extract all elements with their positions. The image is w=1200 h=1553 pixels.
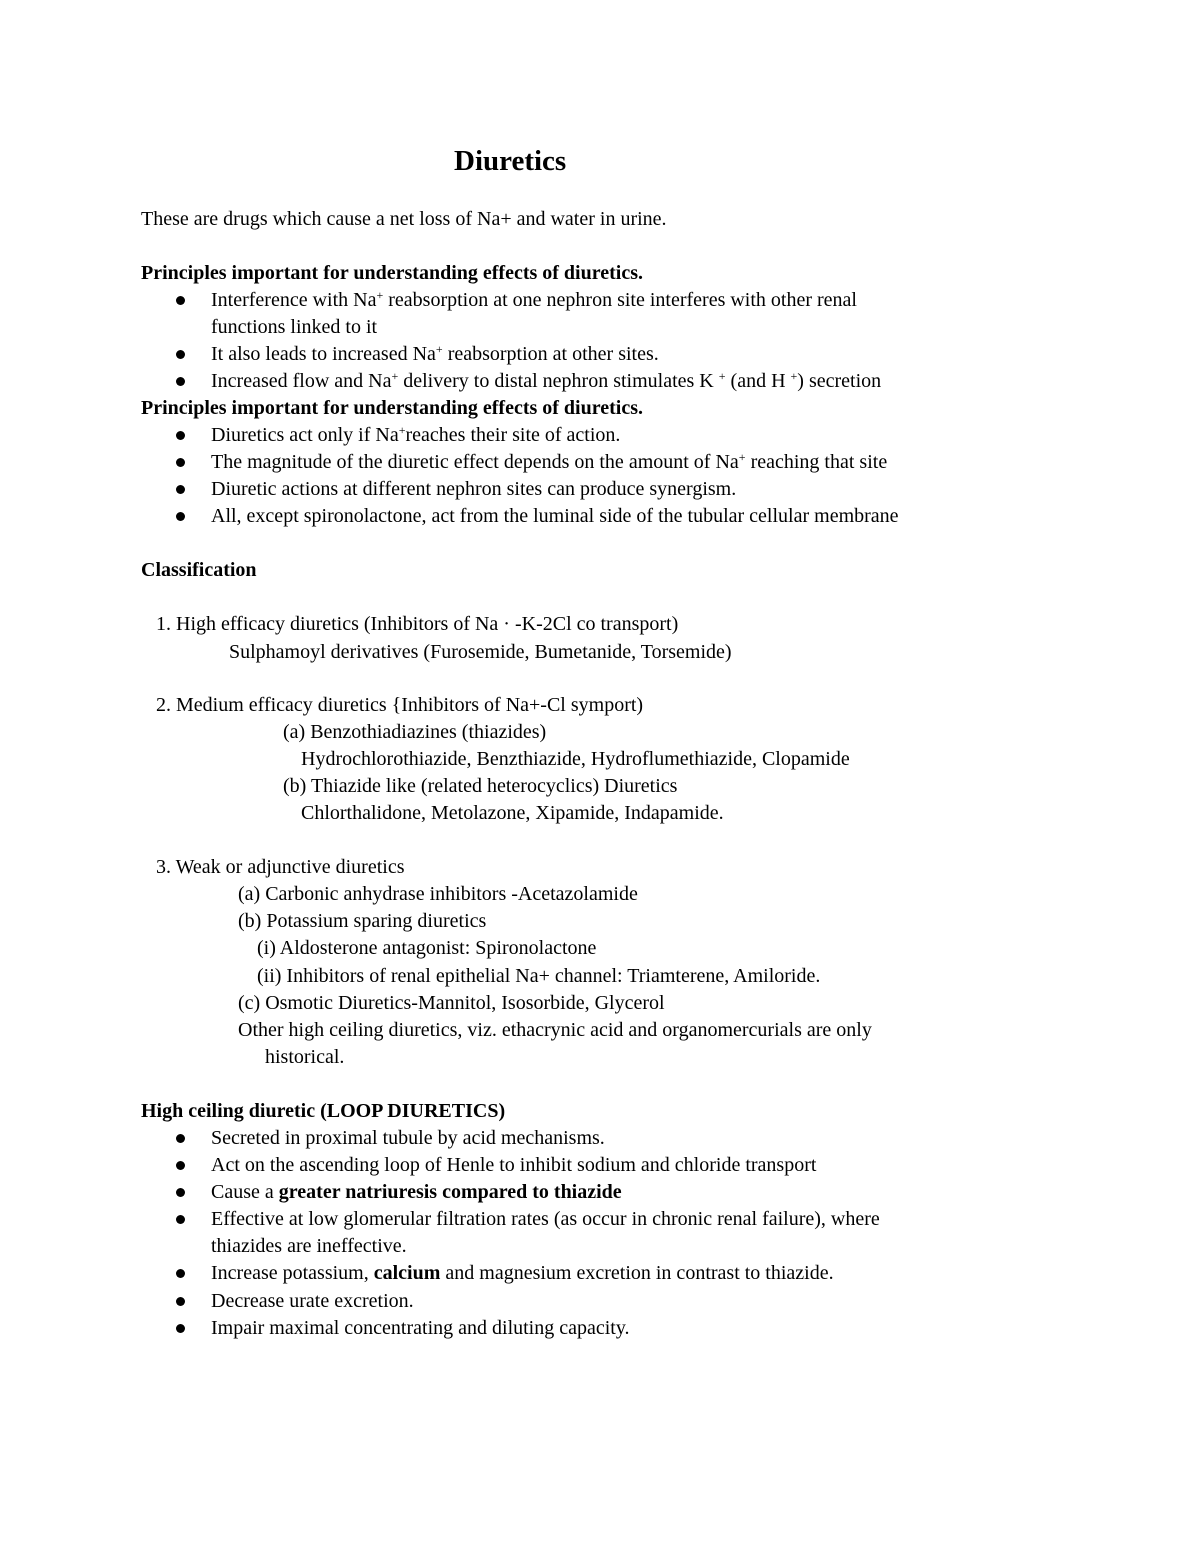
bullet-icon <box>176 1215 185 1224</box>
class-item-2b: (b) Thiazide like (related heterocyclics) Diuretics <box>283 775 678 797</box>
loop-item-3: Cause a greater natriuresis compared to thiazide <box>211 1181 622 1203</box>
class-other-note: Other high ceiling diuretics, viz. ethacrynic acid and organomercurials are only <box>238 1019 872 1041</box>
bullet-icon <box>176 431 185 440</box>
class-item-3b-i: (i) Aldosterone antagonist: Spironolactone <box>257 937 597 959</box>
class-item-3a: (a) Carbonic anhydrase inhibitors -Acetazolamide <box>238 883 638 905</box>
bullet-icon <box>176 1188 185 1197</box>
principle-2-item-2: The magnitude of the diuretic effect depends on the amount of Na+ reaching that site <box>211 450 888 473</box>
bullet-icon <box>176 1324 185 1333</box>
classification-heading: Classification <box>141 559 257 581</box>
loop-heading: High ceiling diuretic (LOOP DIURETICS) <box>141 1100 506 1122</box>
page-title: Diuretics <box>454 145 567 177</box>
class-item-1: 1. High efficacy diuretics (Inhibitors of Na · -K-2Cl co transport) <box>156 613 679 635</box>
class-other-note-cont: historical. <box>265 1046 345 1068</box>
principle-1-item-2: It also leads to increased Na+ reabsorption at other sites. <box>211 342 659 365</box>
class-item-3b-ii: (ii) Inhibitors of renal epithelial Na+ channel: Triamterene, Amiloride. <box>257 965 821 987</box>
bullet-icon <box>176 350 185 359</box>
principle-1-item-3: Increased flow and Na+ delivery to distal nephron stimulates K + (and H +) secretion <box>211 369 882 392</box>
bullet-icon <box>176 296 185 305</box>
bullet-icon <box>176 1134 185 1143</box>
class-item-2: 2. Medium efficacy diuretics {Inhibitors of Na+-Cl symport) <box>156 694 644 716</box>
principles-heading-1: Principles important for understanding effects of diuretics. <box>141 262 644 284</box>
principles-heading-2: Principles important for understanding effects of diuretics. <box>141 397 644 419</box>
bullet-icon <box>176 1269 185 1278</box>
class-item-3c: (c) Osmotic Diuretics-Mannitol, Isosorbide, Glycerol <box>238 992 665 1014</box>
class-item-3b: (b) Potassium sparing diuretics <box>238 910 487 932</box>
bullet-icon <box>176 1161 185 1170</box>
loop-item-5: Increase potassium, calcium and magnesium excretion in contrast to thiazide. <box>211 1262 834 1284</box>
principle-1-item-1-cont: functions linked to it <box>211 316 378 338</box>
loop-item-7: Impair maximal concentrating and diluting capacity. <box>211 1317 630 1339</box>
bullet-icon <box>176 377 185 386</box>
class-item-2a-list: Hydrochlorothiazide, Benzthiazide, Hydroflumethiazide, Clopamide <box>301 748 850 770</box>
principle-2-item-3: Diuretic actions at different nephron sites can produce synergism. <box>211 478 737 500</box>
intro-text: These are drugs which cause a net loss of Na+ and water in urine. <box>141 208 667 230</box>
loop-item-1: Secreted in proximal tubule by acid mechanisms. <box>211 1127 605 1149</box>
loop-item-4-cont: thiazides are ineffective. <box>211 1235 407 1257</box>
class-item-3: 3. Weak or adjunctive diuretics <box>156 856 405 878</box>
loop-item-4: Effective at low glomerular filtration rates (as occur in chronic renal failure), where <box>211 1208 880 1230</box>
bullet-icon <box>176 1297 185 1306</box>
bullet-icon <box>176 485 185 494</box>
principle-2-item-4: All, except spironolactone, act from the luminal side of the tubular cellular membrane <box>211 505 899 527</box>
loop-item-6: Decrease urate excretion. <box>211 1290 414 1312</box>
class-item-2a: (a) Benzothiadiazines (thiazides) <box>283 721 547 743</box>
principle-1-item-1: Interference with Na+ reabsorption at one nephron site interferes with other renal <box>211 288 857 311</box>
class-item-2b-list: Chlorthalidone, Metolazone, Xipamide, Indapamide. <box>301 802 724 824</box>
principle-2-item-1: Diuretics act only if Na+reaches their site of action. <box>211 423 621 446</box>
class-item-1-sub: Sulphamoyl derivatives (Furosemide, Bumetanide, Torsemide) <box>229 641 732 663</box>
bullet-icon <box>176 458 185 467</box>
loop-item-2: Act on the ascending loop of Henle to inhibit sodium and chloride transport <box>211 1154 817 1176</box>
bullet-icon <box>176 512 185 521</box>
